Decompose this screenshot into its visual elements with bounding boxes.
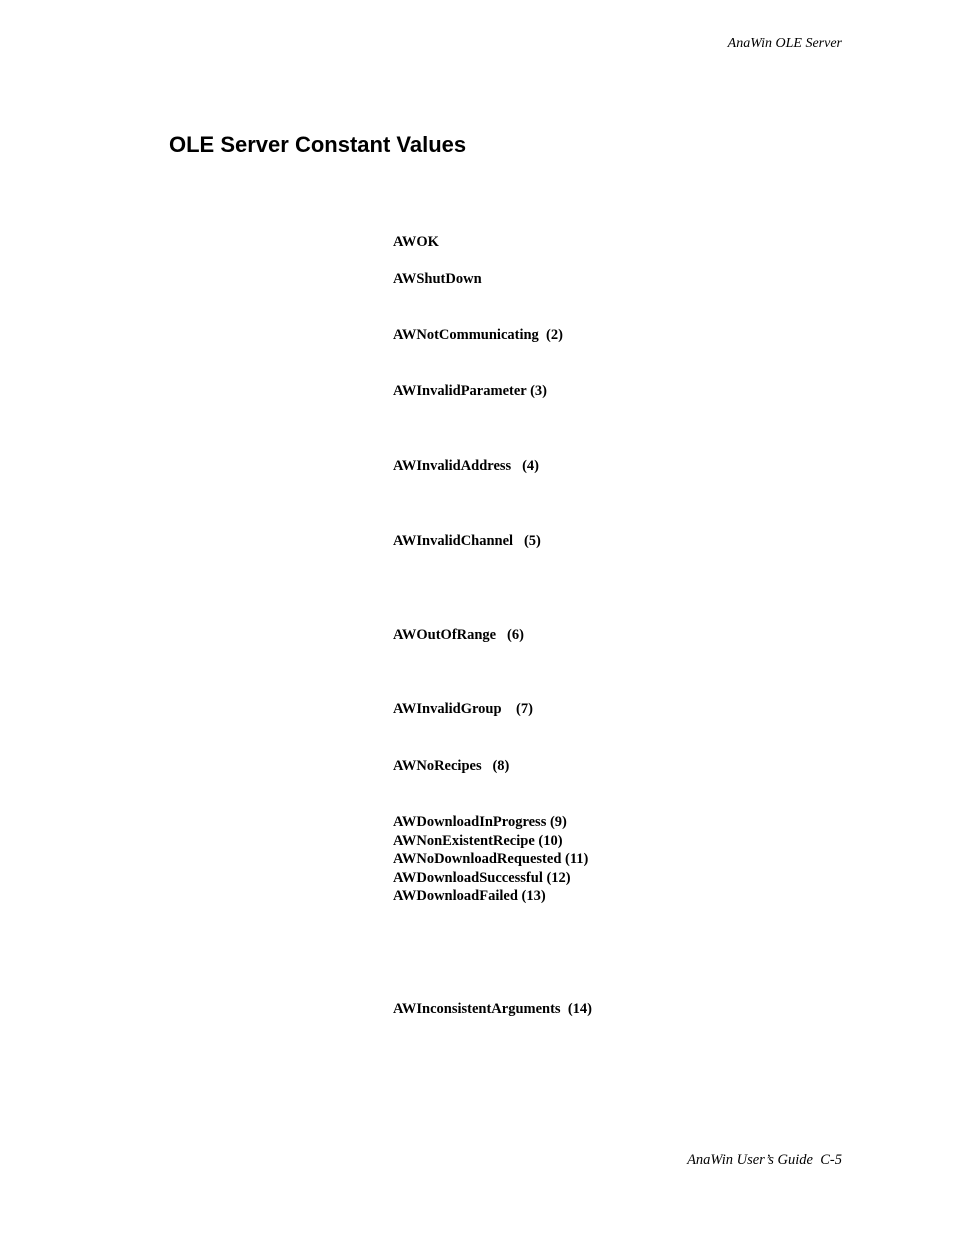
running-footer: AnaWin User’s Guide C-5 <box>687 1152 842 1168</box>
constant-awnonexistentrecipe: AWNonExistentRecipe (10) <box>393 832 563 849</box>
constant-awdownloadinprogress: AWDownloadInProgress (9) <box>393 814 567 830</box>
constant-awok: AWOK <box>393 234 439 250</box>
constant-awnorecipes: AWNoRecipes (8) <box>393 758 510 774</box>
constant-awinconsistentarguments: AWInconsistentArguments (14) <box>393 1001 592 1017</box>
constant-awinvalidparameter: AWInvalidParameter (3) <box>393 383 547 399</box>
constant-awshutdown: AWShutDown <box>393 271 482 287</box>
constant-awdownloadfailed: AWDownloadFailed (13) <box>393 888 546 904</box>
constant-awinvalidaddress: AWInvalidAddress (4) <box>393 458 539 474</box>
constant-awinvalidchannel: AWInvalidChannel (5) <box>393 533 541 549</box>
page-title: OLE Server Constant Values <box>169 132 467 157</box>
constant-awnotcommunicating: AWNotCommunicating (2) <box>393 327 563 343</box>
constant-awdownloadsuccessful: AWDownloadSuccessful (12) <box>393 869 571 886</box>
constant-awnodownloadrequested: AWNoDownloadRequested (11) <box>393 851 589 867</box>
constant-awinvalidgroup: AWInvalidGroup (7) <box>393 701 533 717</box>
running-header: AnaWin OLE Server <box>727 36 842 51</box>
constant-awoutofrange: AWOutOfRange (6) <box>393 627 524 643</box>
